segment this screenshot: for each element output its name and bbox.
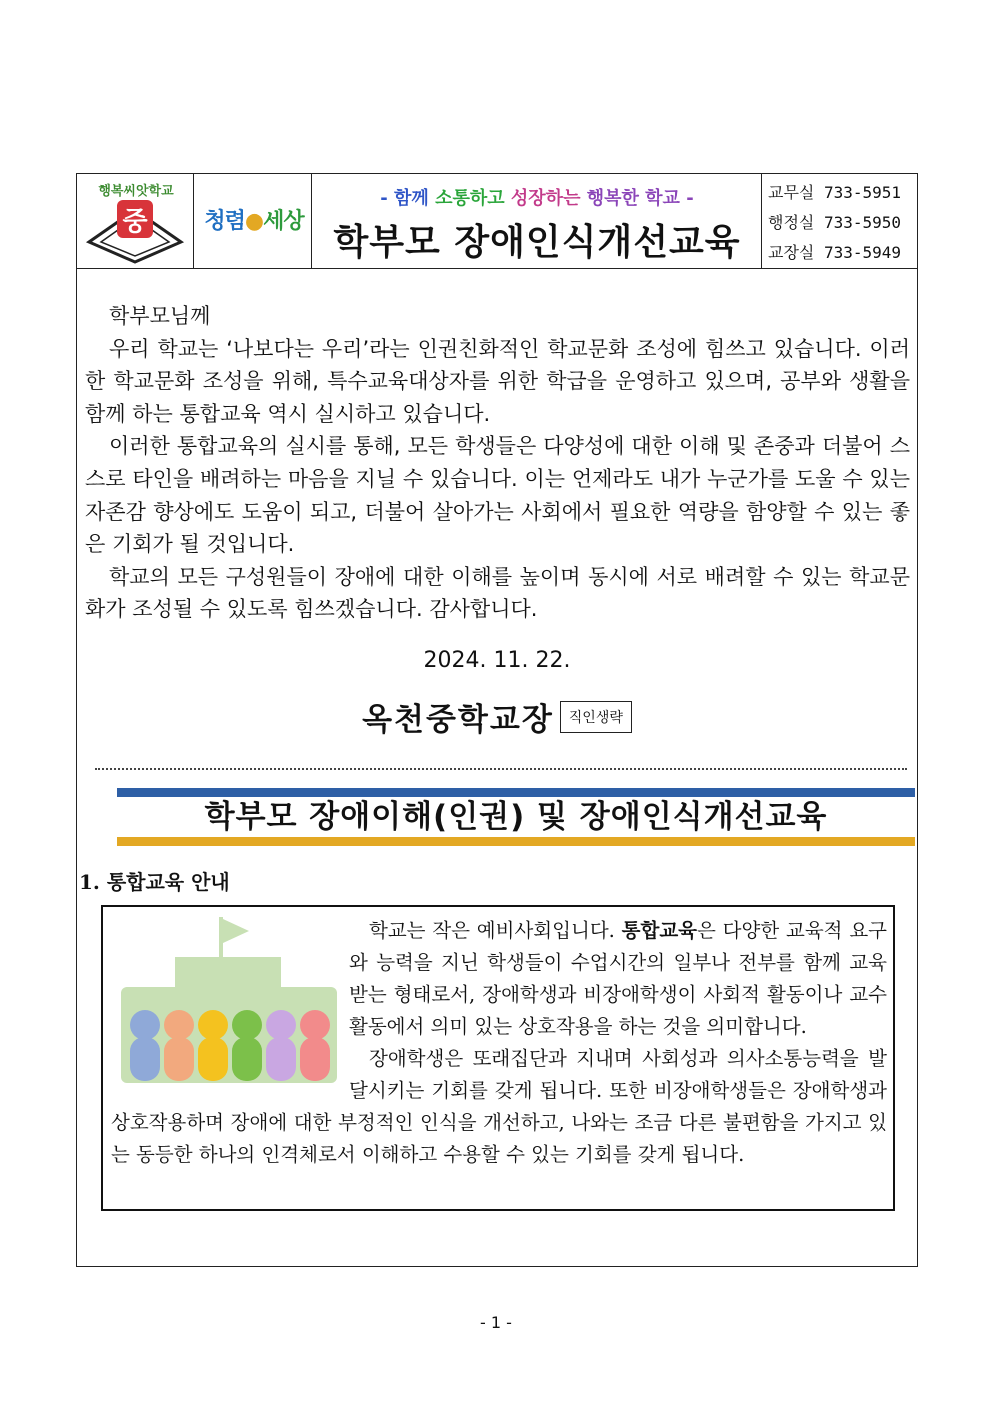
phone-line: 교장실 733-5949 <box>768 243 902 262</box>
letter-date: 2024. 11. 22. <box>423 648 571 673</box>
school-logo-caption: 행복씨앗학교 <box>98 184 174 199</box>
info-bold-term: 통합교육 <box>621 919 698 942</box>
campaign-dot-icon: ● <box>244 209 264 234</box>
campaign-logo-part1: 청렴 <box>204 209 245 234</box>
signature-block <box>77 694 917 739</box>
letter-paragraph: 학교의 모든 구성원들이 장애에 대한 이해를 높이며 동시에 서로 배려할 수 있는 학교문화가 조성될 수 있도록 힘쓰겠습니다. 감사합니다. <box>85 564 910 622</box>
illustration-spacer <box>111 915 349 1105</box>
page-number: - 1 - <box>480 1313 512 1332</box>
letter-paragraph: 우리 학교는 ‘나보다는 우리’라는 인권친화적인 학교문화 조성에 힘쓰고 있습니다. 이러한 학교문화 조성을 위해, 특수교육대상자를 위한 학급을 운영하고 있으며, 공부와 생활을 함께 하는 통합교육 역시 실시하고 있습니다. <box>85 336 910 426</box>
page-title: 학부모 장애인식개선교육 <box>333 222 741 263</box>
campaign-logo-cell <box>194 174 312 268</box>
school-emblem-mark: 중 <box>122 207 148 237</box>
info-text: 학교는 작은 예비사회입니다. <box>369 919 622 942</box>
title-cell <box>312 174 762 268</box>
campaign-logo <box>200 204 308 235</box>
signer-name: 옥천중학교장 <box>362 702 554 738</box>
dotted-divider <box>95 768 907 770</box>
info-text: 은 다양한 교육적 요구와 능력을 지닌 학생들이 수업시간의 일부나 전부를 함께 교육받는 형태로서, 장애학생과 비장애학생이 사회적 활동이나 교수활동에서 의미 있는 상호작용을 하는 것을 의미합니다. <box>349 919 887 1038</box>
slogan-part: 성장하는 <box>510 188 587 209</box>
slogan <box>312 184 762 210</box>
phone-line: 행정실 733-5950 <box>768 213 902 232</box>
slogan-part: 행복한 학교 - <box>586 188 694 209</box>
section-title: 학부모 장애이해(인권) 및 장애인식개선교육 <box>204 799 828 835</box>
letter-body <box>85 300 910 626</box>
phone-line: 교무실 733-5951 <box>768 183 902 202</box>
title-band-top <box>117 788 915 797</box>
info-paragraph: 장애학생은 또래집단과 지내며 사회성과 의사소통능력을 발달시키는 기회를 갖게 됩니다. 또한 비장애학생들은 장애학생과 상호작용하며 장애에 대한 부정적인 인식을 개선하고, 나와는 조금 다른 불편함을 가지고 있는 동등한 하나의 인격체로서 이해하고 수용할 수 있는 기회를 갖게 됩니다. <box>111 1047 887 1166</box>
header-table <box>77 174 917 269</box>
slogan-part: 소통하고 <box>435 188 511 209</box>
stamp-omitted-box: 직인생략 <box>560 701 632 733</box>
letter-greeting: 학부모님께 <box>109 304 211 328</box>
info-box <box>101 905 895 1211</box>
section-subheading: 1. 통합교육 안내 <box>79 870 230 894</box>
school-emblem-icon <box>85 200 185 264</box>
info-box-text <box>111 915 887 1171</box>
campaign-logo-part2: 세상 <box>263 209 304 234</box>
school-logo-cell <box>77 174 194 268</box>
title-band-bottom <box>117 837 915 846</box>
slogan-part: - 함께 <box>380 188 436 209</box>
contact-cell <box>762 174 917 268</box>
letter-paragraph: 이러한 통합교육의 실시를 통해, 모든 학생들은 다양성에 대한 이해 및 존중과 더불어 스스로 타인을 배려하는 마음을 지닐 수 있습니다. 이는 언제라도 내가 누군가를 도울 수 있는 자존감 향상에도 도움이 되고, 더불어 살아가는 사회에서 필요한 역량을 함양할 수 있는 좋은 기회가 될 것입니다. <box>85 434 910 557</box>
document-frame <box>76 173 918 1267</box>
